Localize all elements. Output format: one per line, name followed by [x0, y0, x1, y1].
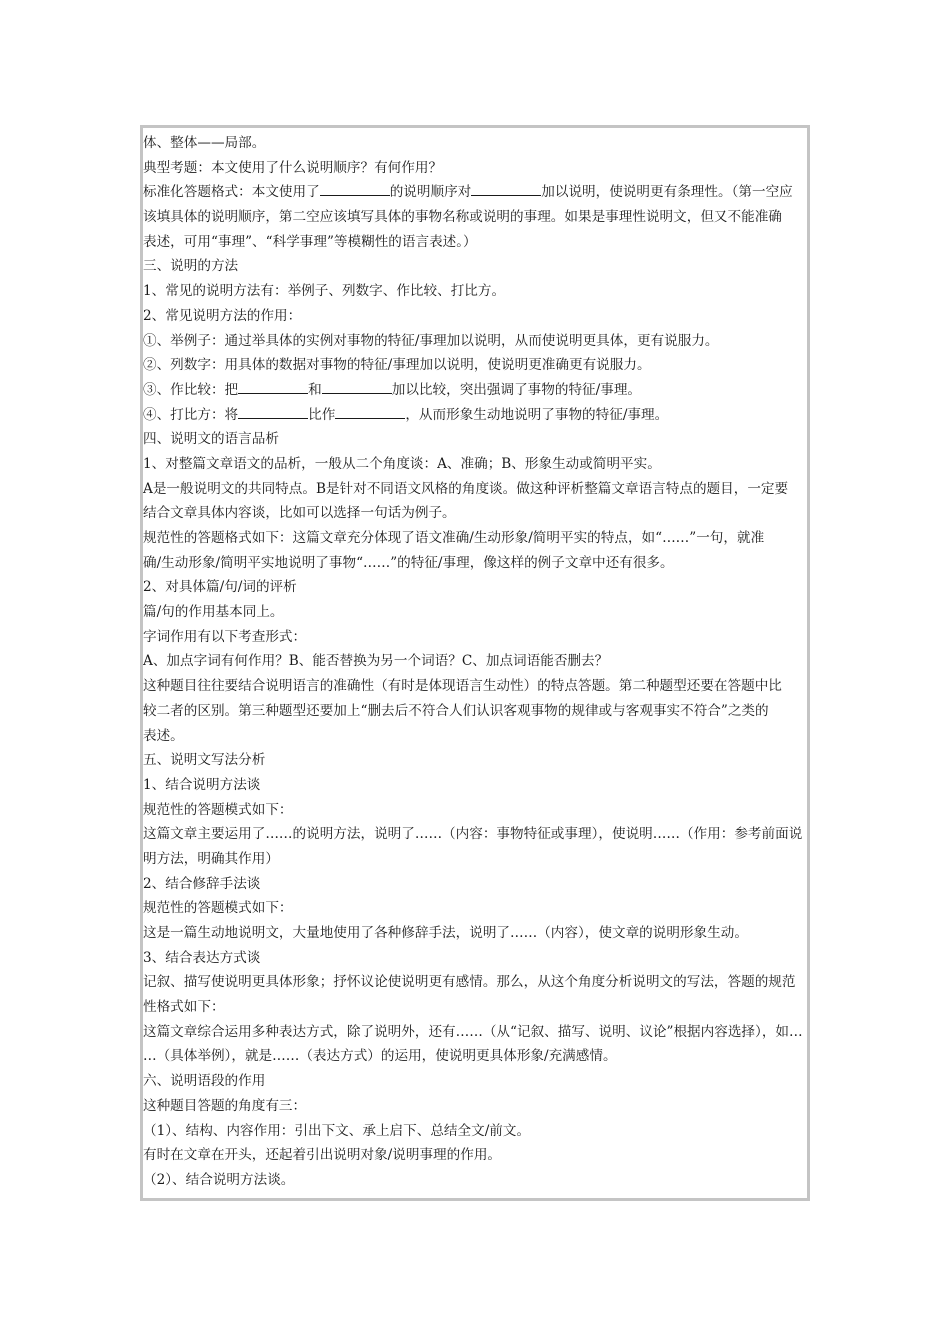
text-line: ①、举例子：通过举具体的实例对事物的特征/事理加以说明，从而使说明更具体，更有说服力。	[143, 332, 719, 349]
text-line: 这种题目答题的角度有三：	[143, 1097, 307, 1114]
text-line: 这篇文章综合运用多种表达方式，除了说明外，还有……（从“记叙、描写、说明、议论”根据内容选择），如…	[143, 1023, 803, 1040]
text-line: 1、常见的说明方法有：举例子、列数字、作比较、打比方。	[143, 283, 506, 300]
text-line: 较二者的区别。第三种题型还要加上“删去后不符合人们认识客观事物的规律或与客观事实不符合”之类的	[143, 702, 769, 719]
text-line: 典型考题：本文使用了什么说明顺序？有何作用？	[143, 159, 443, 176]
text-segment: 比作	[308, 406, 336, 423]
text-line: 表述，可用“事理”、“科学事理”等模糊性的语言表述。）	[143, 233, 477, 250]
text-line: 这篇文章主要运用了……的说明方法，说明了……（内容：事物特征或事理），使说明……（作用：参考前面说	[143, 826, 803, 843]
text-line	[143, 403, 813, 428]
text-line: 2、常见说明方法的作用：	[143, 307, 302, 324]
text-line: 这种题目往往要结合说明语言的准确性（有时是体现语言生动性）的特点答题。第二种题型还要在答题中比	[143, 678, 782, 695]
text-line	[143, 180, 813, 205]
text-segment: 的说明顺序对	[389, 184, 472, 201]
fill-in-blank	[238, 404, 308, 419]
text-line: 四、说明文的语言品析	[143, 431, 279, 448]
text-line: 1、对整篇文章语文的品析，一般从二个角度谈：A、准确；B、形象生动或简明平实。	[143, 455, 661, 472]
text-line: 规范性的答题格式如下：这篇文章充分体现了语文准确/生动形象/简明平实的特点，如“……”一句，就准	[143, 530, 765, 546]
text-line: 记叙、描写使说明更具体形象；抒怀议论使说明更有感情。那么，从这个角度分析说明文的写法，答题的规范	[143, 974, 796, 991]
text-segment: ④、打比方：将	[143, 406, 239, 423]
text-segment: 标准化答题格式：本文使用了	[143, 184, 320, 201]
text-line: （1）、结构、内容作用：引出下文、承上启下、总结全文/前文。	[143, 1122, 531, 1139]
text-line: 规范性的答题模式如下：	[143, 801, 293, 818]
text-segment: 加以比较，突出强调了事物的特征/事理。	[391, 381, 642, 398]
text-line: 规范性的答题模式如下：	[143, 900, 293, 917]
text-line: 该填具体的说明顺序，第二空应该填写具体的事物名称或说明的事理。如果是事理性说明文，但又不能准确	[143, 209, 782, 226]
text-line: 结合文章具体内容谈，比如可以选择一句话为例子。	[143, 505, 456, 522]
text-line: A、加点字词有何作用？B、能否替换为另一个词语？C、加点词语能否删去？	[143, 653, 609, 670]
text-segment: ，从而形象生动地说明了事物的特征/事理。	[405, 406, 669, 423]
fill-in-blank	[335, 404, 405, 419]
fill-in-blank	[320, 181, 390, 196]
text-line: …（具体举例），就是……（表达方式）的运用，使说明更具体形象/充满感情。	[143, 1048, 617, 1065]
text-line: A是一般说明文的共同特点。B是针对不同语文风格的角度谈。做这种评析整篇文章语言特点的题目，一定要	[143, 480, 789, 497]
text-line: 确/生动形象/简明平实地说明了事物“……”的特征/事理，像这样的例子文章中还有很多。	[143, 554, 674, 571]
text-line: 五、说明文写法分析	[143, 752, 266, 769]
text-segment: 加以说明，使说明更有条理性。（第一空应	[541, 184, 793, 201]
text-line: 表述。	[143, 727, 184, 744]
text-line: 3、结合表达方式谈	[143, 949, 261, 966]
fill-in-blank	[322, 379, 392, 394]
document-body	[143, 131, 813, 1193]
text-line: 2、结合修辞手法谈	[143, 875, 261, 892]
text-line: 1、结合说明方法谈	[143, 776, 261, 793]
text-line: 三、说明的方法	[143, 258, 239, 275]
text-segment: ③、作比较：把	[143, 381, 239, 398]
text-line: 这是一篇生动地说明文，大量地使用了各种修辞手法，说明了……（内容），使文章的说明形象生动。	[143, 925, 748, 941]
text-line: 体、整体——局部。	[143, 135, 266, 151]
text-line: 性格式如下：	[143, 999, 225, 1016]
text-line: 明方法，明确其作用）	[143, 850, 279, 867]
text-line	[143, 378, 813, 403]
text-line: 篇/句的作用基本同上。	[143, 604, 284, 621]
fill-in-blank	[238, 379, 308, 394]
text-line: 2、对具体篇/句/词的评析	[143, 579, 297, 596]
text-segment: 和	[308, 381, 322, 398]
text-line: 六、说明语段的作用	[143, 1073, 266, 1090]
fill-in-blank	[471, 181, 541, 196]
text-line: ②、列数字：用具体的数据对事物的特征/事理加以说明，使说明更准确更有说服力。	[143, 357, 651, 374]
text-line: 有时在文章在开头，还起着引出说明对象/说明事理的作用。	[143, 1147, 502, 1164]
text-line: （2）、结合说明方法谈。	[143, 1171, 295, 1188]
text-line: 字词作用有以下考查形式：	[143, 628, 307, 645]
